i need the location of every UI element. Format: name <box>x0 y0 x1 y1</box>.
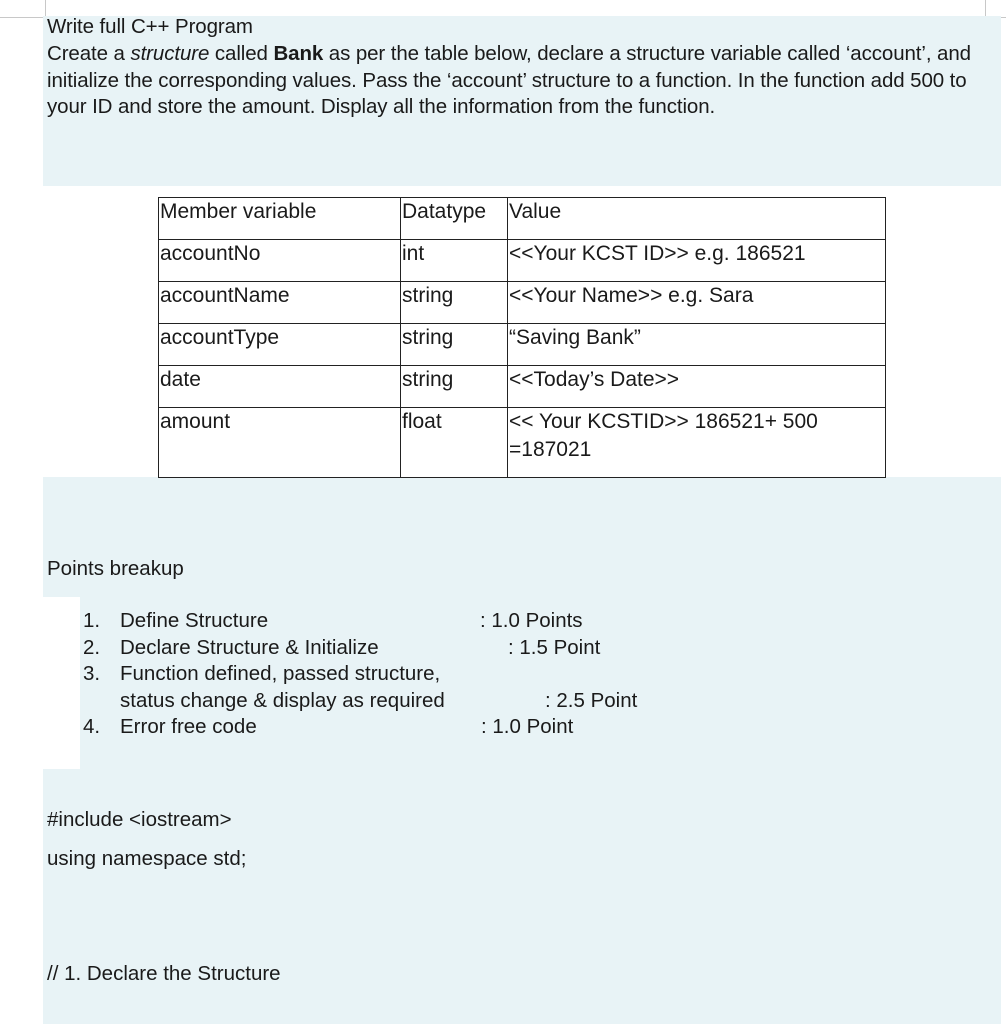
value-cell: << Your KCSTID>> 186521+ 500 =187021 <box>508 408 886 478</box>
points-breakup-title: Points breakup <box>47 557 184 580</box>
code-include: #include <iostream> <box>47 808 232 831</box>
task-description <box>47 41 992 121</box>
item-points: : 1.5 Point <box>508 635 601 659</box>
task-text-part: called <box>209 42 274 65</box>
page-corner-mark-left-v <box>45 0 46 17</box>
value-cell: <<Your KCST ID>> e.g. 186521 <box>508 240 886 282</box>
task-text-part: as per the table below, declare a structure variable called ‘account’, and initialize the corresponding values. Pass the ‘account’ structure to a function. In the function add 500 to your ID and store the amount. Display all the information from the function. <box>47 42 971 118</box>
list-item <box>80 661 660 714</box>
item-text: Define Structure <box>120 609 269 632</box>
value-cell: “Saving Bank” <box>508 324 886 366</box>
item-number: 1. <box>83 609 101 632</box>
value-cell: <<Today’s Date>> <box>508 366 886 408</box>
item-number: 2. <box>83 635 101 659</box>
page-corner-mark-left-h <box>0 17 46 18</box>
lower-shade <box>43 477 1001 1024</box>
list-indent-area <box>43 597 80 769</box>
table-row <box>159 282 886 324</box>
header-member: Member variable <box>159 198 401 240</box>
item-text-continued: status change & display as required <box>120 688 445 712</box>
member-cell: accountName <box>159 282 401 324</box>
header-value: Value <box>508 198 886 240</box>
item-points: : 1.0 Points <box>480 609 583 632</box>
bank-word: Bank <box>273 42 324 65</box>
table-row <box>159 324 886 366</box>
table-row <box>159 408 886 478</box>
list-item <box>80 635 660 662</box>
task-text-part: Create a <box>47 42 131 65</box>
page-corner-mark-right-v <box>985 0 986 17</box>
item-text: Declare Structure & Initialize <box>120 635 379 659</box>
member-cell: accountType <box>159 324 401 366</box>
type-cell: int <box>401 240 508 282</box>
structure-word: structure <box>130 42 210 65</box>
code-namespace: using namespace std; <box>47 847 247 870</box>
member-cell: accountNo <box>159 240 401 282</box>
points-list <box>80 608 660 741</box>
member-cell: amount <box>159 408 401 478</box>
item-points: : 2.5 Point <box>545 688 638 712</box>
member-table <box>158 197 886 478</box>
list-item <box>80 608 660 635</box>
list-item <box>80 714 660 741</box>
page-heading: Write full C++ Program <box>47 15 253 38</box>
member-cell: date <box>159 366 401 408</box>
code-comment: // 1. Declare the Structure <box>47 962 281 985</box>
table-row <box>159 366 886 408</box>
type-cell: string <box>401 282 508 324</box>
table-header-row <box>159 198 886 240</box>
table-row <box>159 240 886 282</box>
value-cell: <<Your Name>> e.g. Sara <box>508 282 886 324</box>
item-points: : 1.0 Point <box>481 715 574 738</box>
item-number: 3. <box>83 662 101 685</box>
type-cell: string <box>401 366 508 408</box>
type-cell: string <box>401 324 508 366</box>
item-number: 4. <box>83 715 101 738</box>
type-cell: float <box>401 408 508 478</box>
header-datatype: Datatype <box>401 198 508 240</box>
item-text: Function defined, passed structure, <box>120 662 441 685</box>
item-text: Error free code <box>120 715 257 738</box>
